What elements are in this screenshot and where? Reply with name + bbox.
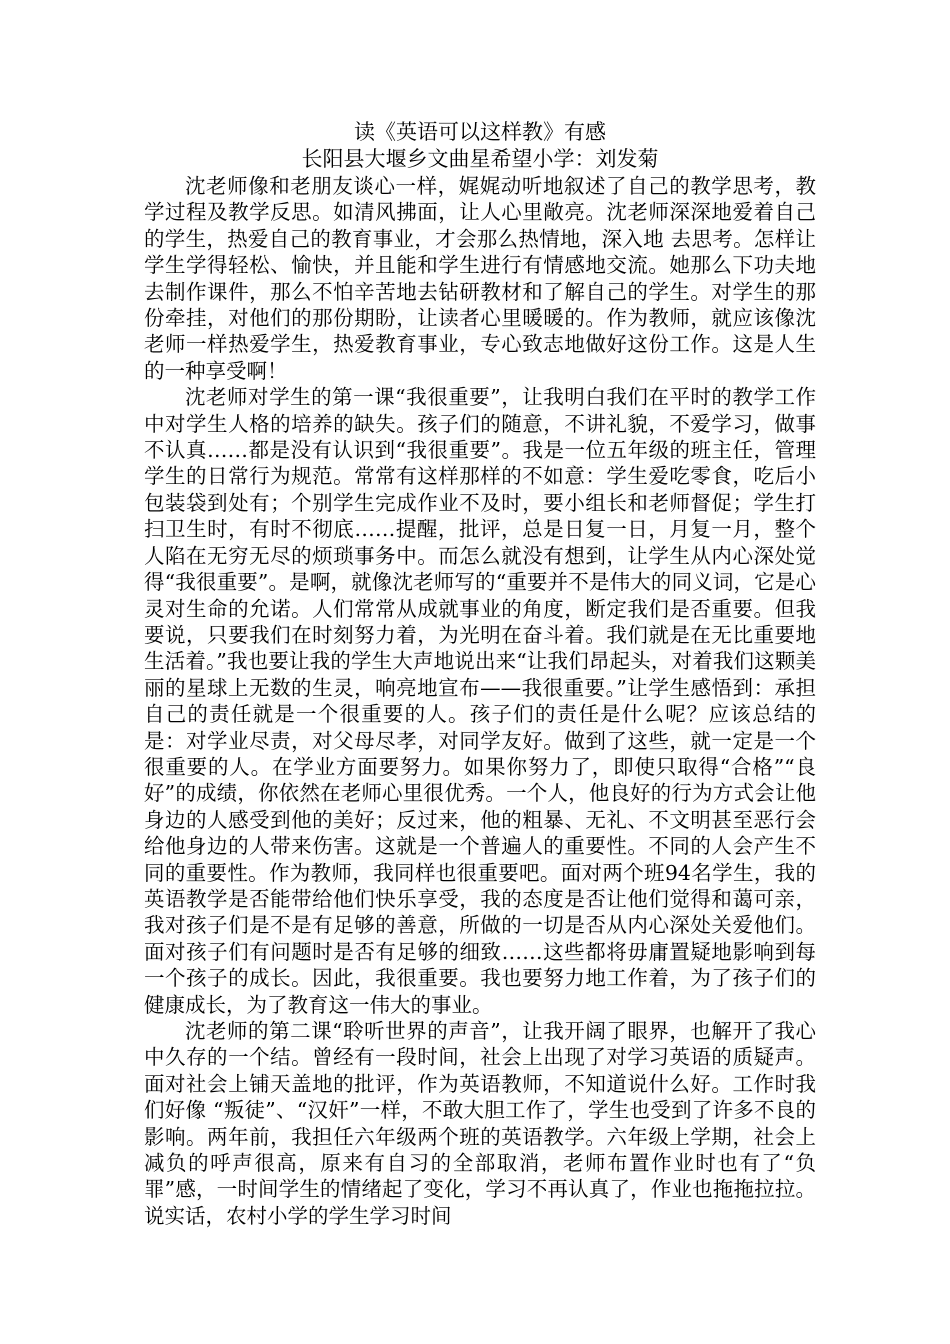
body-paragraph-2: 沈老师对学生的第一课“我很重要”，让我明白我们在平时的教学工作中对学生人格的培养的缺失。孩子们的随意，不讲礼貌，不爱学习，做事不认真……都是没有认识到“我很重要”。我是一位五年级的班主任，管理学生的日常行为规范。常常有这样那样的不如意：学生爱吃零食，吃后小包装袋到处有；个别学生完成作业不及时，要小组长和老师督促；学生打扫卫生时，有时不彻底……提醒，批评，总是日复一日，月复一月，整个人陷在无穷无尽的烦琐事务中。而怎么就没有想到，让学生从内心深处觉得“我很重要”。是啊，就像沈老师写的“重要并不是伟大的同义词，它是心灵对生命的允诺。人们常常从成就事业的角度，断定我们是否重要。但我要说，只要我们在时刻努力着，为光明在奋斗着。我们就是在无比重要地生活着。”我也要让我的学生大声地说出来“让我们昂起头，对着我们这颗美丽的星球上无数的生灵，响亮地宣布——我很重要。”让学生感悟到：承担自己的责任就是一个很重要的人。孩子们的责任是什么呢？应该总结的是：对学业尽责，对父母尽孝，对同学友好。做到了这些，就一定是一个很重要的人。在学业方面要努力。如果你努力了，即使只取得“合格”“良好”的成绩，你依然在老师心里很优秀。一个人，他良好的行为方式会让他身边的人感受到他的美好；反过来，他的粗暴、无礼、不文明甚至恶行会给他身边的人带来伤害。这就是一个普遍人的重要性。不同的人会产生不同的重要性。作为教师，我同样也很重要吧。面对两个班94名学生，我的英语教学是否能带给他们快乐享受，我的态度是否让他们觉得和蔼可亲，我对孩子们是不是有足够的善意，所做的一切是否从内心深处关爱他们。面对孩子们有问题时是否有足够的细致……这些都将毋庸置疑地影响到每一个孩子的成长。因此，我很重要。我也要努力地工作着，为了孩子们的健康成长，为了教育这一伟大的事业。 — [144, 385, 816, 1017]
author-byline: 长阳县大堰乡文曲星希望小学：刘发菊 — [301, 147, 659, 171]
document-page — [144, 119, 816, 1229]
body-paragraph-3: 沈老师的第二课“聆听世界的声音”，让我开阔了眼界，也解开了我心中久存的一个结。曾经有一段时间，社会上出现了对学习英语的质疑声。面对社会上铺天盖地的批评，作为英语教师，不知道说什么好。工作时我们好像 “叛徒”、“汉奸”一样，不敢大胆工作了，学生也受到了许多不良的影响。两年前，我担任六年级两个班的英语教学。六年级上学期，社会上减负的呼声很高，原来有自习的全部取消，老师布置作业时也有了“负罪”感，一时间学生的情绪起了变化，学习不再认真了，作业也拖拖拉拉。说实话，农村小学的学生学习时间 — [144, 1019, 816, 1228]
body-paragraph-1: 沈老师像和老朋友谈心一样，娓娓动听地叙述了自己的教学思考，教学过程及教学反思。如清风拂面，让人心里敞亮。沈老师深深地爱着自己的学生，热爱自己的教育事业，才会那么热情地，深入地 去思考。怎样让学生学得轻松、愉快，并且能和学生进行有情感地交流。她那么下功夫地去制作课件，那么不怕辛苦地去钻研教材和了解自己的学生。对学生的那份牵挂，对他们的那份期盼，让读者心里暖暖的。作为教师，就应该像沈老师一样热爱学生，热爱教育事业，专心致志地做好这份工作。这是人生的一种享受啊！ — [144, 174, 816, 383]
document-title: 读《英语可以这样教》有感 — [354, 120, 606, 144]
